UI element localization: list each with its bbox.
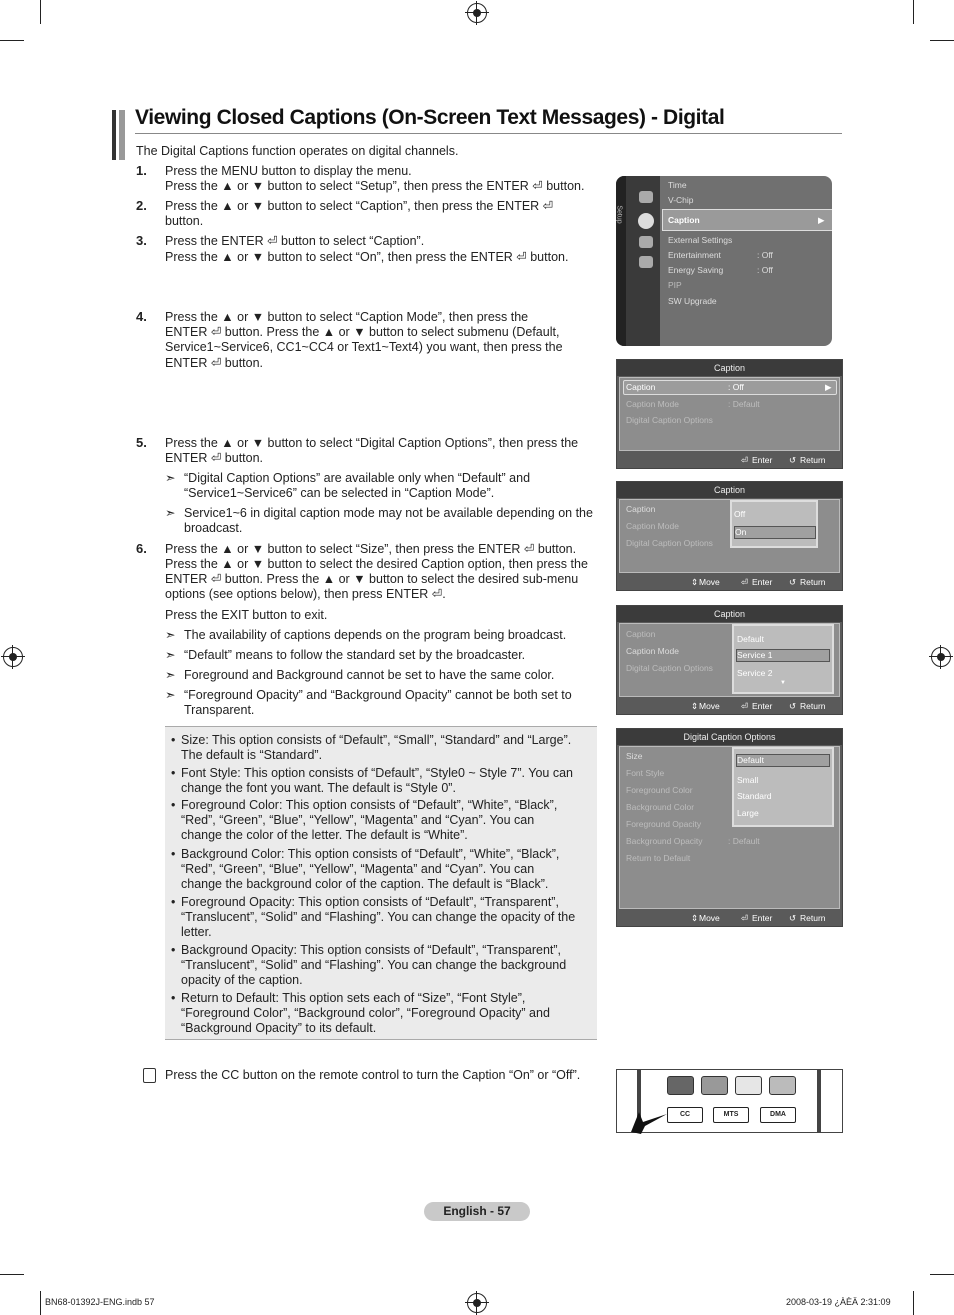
note-line: Transparent. <box>184 703 255 718</box>
option-line: change the color of the letter. The default is “White”. <box>181 828 468 843</box>
footer-return: Return <box>800 455 826 465</box>
dco-item-font-style[interactable]: Font Style <box>626 768 665 778</box>
option-line: • Font Style: This option consists of “Default”, “Style0 ~ Style 7”. You can <box>181 766 573 780</box>
caption-mode-popup <box>732 624 834 694</box>
note-arrow-icon: ➣ <box>165 648 176 662</box>
menu-body <box>619 377 840 451</box>
caption-popup <box>730 500 818 548</box>
registration-mark-icon <box>467 1293 487 1313</box>
dco-item-return-to-default[interactable]: Return to Default <box>626 853 691 863</box>
return-icon: ↺ <box>789 913 797 923</box>
step-4-line: Service1~Service6, CC1~CC4 or Text1~Text4) you want, then press the <box>165 340 563 354</box>
note-line: Service1~6 in digital caption mode may not be available depending on the <box>184 506 593 520</box>
registration-mark-icon <box>931 647 951 667</box>
gear-icon <box>638 213 654 229</box>
crop-mark <box>40 0 41 24</box>
option-line: “Translucent”, “Solid” and “Flashing”. You can change the opacity of the <box>181 910 576 925</box>
note-arrow-icon: ➣ <box>165 688 176 702</box>
menu-body <box>619 623 840 697</box>
menu-header: Caption <box>617 482 842 498</box>
pointer-arrow-icon <box>629 1108 669 1134</box>
note-line: “Digital Caption Options” are available only when “Default” and <box>184 471 531 485</box>
option-line: “Translucent”, “Solid” and “Flashing”. You can change the background <box>181 958 567 973</box>
return-icon: ↺ <box>789 701 797 711</box>
enter-icon: ⏎ <box>741 913 749 923</box>
footer-return: Return <box>800 701 826 711</box>
dco-item-size[interactable]: Size <box>626 751 643 761</box>
return-icon: ↺ <box>789 577 797 587</box>
option-line: • Background Color: This option consists of “Default”, “White”, “Black”, <box>181 847 560 861</box>
menu-header: Digital Caption Options <box>617 729 842 745</box>
setup-menu-screenshot <box>616 176 832 346</box>
remote-control-illustration <box>616 1069 843 1133</box>
scroll-down-icon[interactable]: ▼ <box>780 680 786 686</box>
option-font-style <box>181 766 591 796</box>
crop-mark <box>0 40 24 41</box>
remote-color-button[interactable] <box>769 1076 796 1095</box>
note-line: “Service1~Service6” can be selected in “Caption Mode”. <box>184 486 495 501</box>
option-line: opacity of the caption. <box>181 973 303 988</box>
step-2-line: button. <box>165 214 204 228</box>
crop-mark <box>0 1274 24 1275</box>
footer-return: Return <box>800 913 826 923</box>
setup-item-pip[interactable]: PIP <box>668 280 682 290</box>
dco-item-background-color[interactable]: Background Color <box>626 802 695 812</box>
registration-mark-icon <box>3 647 23 667</box>
caption-menu-screenshot <box>616 359 843 469</box>
step-4-line: ENTER ⏎ button. Press the ▲ or ▼ button to select submenu (Default, <box>165 325 560 339</box>
footer-return: Return <box>800 577 826 587</box>
menu-value-caption-mode: : Default <box>728 399 760 409</box>
step-3-line: Press the ▲ or ▼ button to select “On”, then press the ENTER ⏎ button. <box>165 250 569 264</box>
step-1-line: Press the ▲ or ▼ button to select “Setup”, then press the ENTER ⏎ button. <box>165 179 585 193</box>
footer-enter: Enter <box>752 455 773 465</box>
move-icon: ⇕ <box>691 577 699 587</box>
dco-item-foreground-color[interactable]: Foreground Color <box>626 785 693 795</box>
caption-menu-screenshot <box>616 605 843 715</box>
menu-body <box>619 746 840 909</box>
remote-color-button[interactable] <box>735 1076 762 1095</box>
note-arrow-icon: ➣ <box>165 471 176 485</box>
remote-edge <box>817 1070 821 1132</box>
picture-icon <box>639 191 653 203</box>
title-accent-bar <box>119 110 125 160</box>
remote-dma-button[interactable]: DMA <box>760 1107 796 1123</box>
step-1-line: Press the MENU button to display the menu. <box>165 164 412 178</box>
note <box>165 668 555 683</box>
menu-item-digital-caption-options[interactable]: Digital Caption Options <box>626 415 713 425</box>
option-line: • Size: This option consists of “Default”, “Small”, “Standard” and “Large”. <box>181 733 572 747</box>
setup-item-time[interactable]: Time <box>668 180 687 190</box>
menu-item-caption[interactable]: Caption <box>626 504 656 514</box>
chevron-right-icon: ▶ <box>818 215 825 225</box>
footer-move: Move <box>699 577 720 587</box>
menu-header: Caption <box>617 606 842 622</box>
step-6-line: options (see options below), then press ENTER ⏎. <box>165 587 446 601</box>
menu-header: Caption <box>617 360 842 376</box>
enter-icon: ⏎ <box>741 701 749 711</box>
menu-body <box>619 499 840 573</box>
popup-option-large[interactable]: Large <box>737 808 759 818</box>
dco-item-foreground-opacity[interactable]: Foreground Opacity <box>626 819 702 829</box>
application-icon <box>639 256 653 268</box>
popup-option-default[interactable]: Default <box>737 634 764 644</box>
note-arrow-icon: ➣ <box>165 628 176 642</box>
step-6-line: Press the ▲ or ▼ button to select the desired Caption option, then press the <box>165 557 588 571</box>
setup-item-external-settings[interactable]: External Settings <box>668 235 733 245</box>
option-line: • Foreground Color: This option consists of “Default”, “White”, “Black”, <box>181 798 558 812</box>
popup-option-default[interactable]: Default <box>736 754 830 767</box>
popup-option-standard[interactable]: Standard <box>737 791 772 801</box>
option-line: change the background color of the caption. The default is “Black”. <box>181 877 549 892</box>
option-line: “Foreground Color”, “Background color”, “Foreground Opacity” and <box>181 1006 550 1021</box>
option-background-color <box>181 847 591 893</box>
dco-item-background-opacity[interactable]: Background Opacity <box>626 836 703 846</box>
setup-item-energy-saving[interactable]: Energy Saving <box>668 265 724 275</box>
step-5-line: Press the ▲ or ▼ button to select “Digital Caption Options”, then press the <box>165 436 579 450</box>
note-arrow-icon: ➣ <box>165 668 176 682</box>
option-line: “Background Opacity” to its default. <box>181 1021 377 1036</box>
menu-item-caption[interactable]: Caption <box>626 629 656 639</box>
step-number: 6. <box>136 541 147 556</box>
footer-move: Move <box>699 701 720 711</box>
crop-mark <box>40 1291 41 1315</box>
remote-color-button[interactable] <box>667 1076 694 1095</box>
options-box <box>165 726 597 1040</box>
option-line: • Return to Default: This option sets each of “Size”, “Font Style”, <box>181 991 526 1005</box>
note-line: The availability of captions depends on the program being broadcast. <box>184 628 567 642</box>
enter-icon: ⏎ <box>741 455 749 465</box>
setup-item-entertainment[interactable]: Entertainment <box>668 250 721 260</box>
setup-side-label: Setup <box>616 205 623 224</box>
exit-instruction: Press the EXIT button to exit. <box>165 608 328 622</box>
step-4-line: ENTER ⏎ button. <box>165 356 264 370</box>
setup-item-vchip[interactable]: V-Chip <box>668 195 694 205</box>
note <box>165 506 593 536</box>
crop-mark <box>913 0 914 24</box>
step-number: 2. <box>136 198 147 213</box>
note-line: broadcast. <box>184 521 243 536</box>
step-number: 4. <box>136 309 147 324</box>
menu-item-digital-caption-options[interactable]: Digital Caption Options <box>626 538 713 548</box>
popup-option-on[interactable]: On <box>734 526 816 539</box>
enter-icon: ⏎ <box>741 577 749 587</box>
option-line: “Red”, “Green”, “Blue”, “Yellow”, “Magenta” and “Cyan”. You can <box>181 862 535 877</box>
option-foreground-color <box>181 798 591 844</box>
note-arrow-icon: ➣ <box>165 506 176 520</box>
popup-option-service-2[interactable]: Service 2 <box>737 668 773 678</box>
caption-menu-screenshot <box>616 481 843 591</box>
page-title: Viewing Closed Captions (On-Screen Text Messages) - Digital <box>135 106 725 129</box>
setup-value-energy-saving: : Off <box>757 265 773 275</box>
popup-option-small[interactable]: Small <box>737 775 759 785</box>
step-2-line: Press the ▲ or ▼ button to select “Caption”, then press the ENTER ⏎ <box>165 199 554 213</box>
note <box>165 688 572 718</box>
popup-option-off[interactable]: Off <box>734 509 746 519</box>
footer-file: BN68-01392J-ENG.indb 57 <box>45 1297 155 1307</box>
option-line: • Foreground Opacity: This option consists of “Default”, “Transparent”, <box>181 895 559 909</box>
return-icon: ↺ <box>789 455 797 465</box>
note <box>165 628 567 643</box>
step-6-line: Press the ▲ or ▼ button to select “Size”, then press the ENTER ⏎ button. <box>165 542 577 556</box>
setup-item-sw-upgrade[interactable]: SW Upgrade <box>668 296 717 306</box>
note <box>165 648 526 663</box>
dco-value-background-opacity: : Default <box>728 836 760 846</box>
footer-enter: Enter <box>752 577 773 587</box>
crop-mark <box>930 40 954 41</box>
note-icon <box>143 1068 156 1083</box>
option-background-opacity <box>181 943 591 989</box>
crop-mark <box>913 1291 914 1315</box>
move-icon: ⇕ <box>691 701 699 711</box>
digital-caption-options-menu-screenshot <box>616 728 843 927</box>
page-number: English - 57 <box>424 1202 530 1221</box>
intro-text: The Digital Captions function operates on digital channels. <box>136 144 459 158</box>
size-popup <box>732 747 834 827</box>
remote-color-button[interactable] <box>701 1076 728 1095</box>
step-number: 1. <box>136 163 147 178</box>
step-6-line: ENTER ⏎ button. Press the ▲ or ▼ button to select the desired sub-menu <box>165 572 579 586</box>
option-line: • Background Opacity: This option consists of “Default”, “Transparent”, <box>181 943 562 957</box>
option-line: The default is “Standard”. <box>181 748 323 763</box>
option-size <box>181 733 591 763</box>
note <box>165 471 531 501</box>
setup-item-caption[interactable]: Caption <box>668 215 700 225</box>
option-line: “Red”, “Green”, “Blue”, “Yellow”, “Magenta” and “Cyan”. You can <box>181 813 535 828</box>
step-4-line: Press the ▲ or ▼ button to select “Caption Mode”, then press the <box>165 310 529 324</box>
step-5-line: ENTER ⏎ button. <box>165 451 264 465</box>
footer-timestamp: 2008-03-19 ¿ÀÈÄ 2:31:09 <box>786 1297 891 1307</box>
chevron-right-icon: ▶ <box>825 382 832 392</box>
input-icon <box>639 236 653 248</box>
footer-enter: Enter <box>752 701 773 711</box>
note-line: Foreground and Background cannot be set to have the same color. <box>184 668 555 682</box>
menu-item-caption-mode[interactable]: Caption Mode <box>626 399 679 409</box>
remote-mts-button[interactable]: MTS <box>713 1107 749 1123</box>
setup-value-entertainment: : Off <box>757 250 773 260</box>
menu-item-caption-mode[interactable]: Caption Mode <box>626 646 679 656</box>
option-foreground-opacity <box>181 895 591 941</box>
menu-item-caption-mode[interactable]: Caption Mode <box>626 521 679 531</box>
step-3-line: Press the ENTER ⏎ button to select “Caption”. <box>165 234 425 248</box>
registration-mark-icon <box>467 3 487 23</box>
note-line: “Foreground Opacity” and “Background Opacity” cannot be both set to <box>184 688 572 702</box>
menu-value-caption: : Off <box>728 382 744 392</box>
cc-note: Press the CC button on the remote control to turn the Caption “On” or “Off”. <box>165 1068 581 1082</box>
option-line: change the font you want. The default is “Style 0”. <box>181 781 456 796</box>
menu-item-caption[interactable]: Caption <box>626 382 656 392</box>
menu-item-digital-caption-options[interactable]: Digital Caption Options <box>626 663 713 673</box>
footer-move: Move <box>699 913 720 923</box>
option-return-to-default <box>181 991 591 1037</box>
crop-mark <box>930 1274 954 1275</box>
remote-cc-button[interactable]: CC <box>667 1107 703 1123</box>
option-line: letter. <box>181 925 212 940</box>
note-line: “Default” means to follow the standard set by the broadcaster. <box>184 648 526 662</box>
step-number: 3. <box>136 233 147 248</box>
step-number: 5. <box>136 435 147 450</box>
footer-enter: Enter <box>752 913 773 923</box>
popup-option-service-1[interactable]: Service 1 <box>736 649 830 662</box>
title-accent-bar <box>112 110 116 160</box>
title-divider <box>135 133 842 134</box>
move-icon: ⇕ <box>691 913 699 923</box>
